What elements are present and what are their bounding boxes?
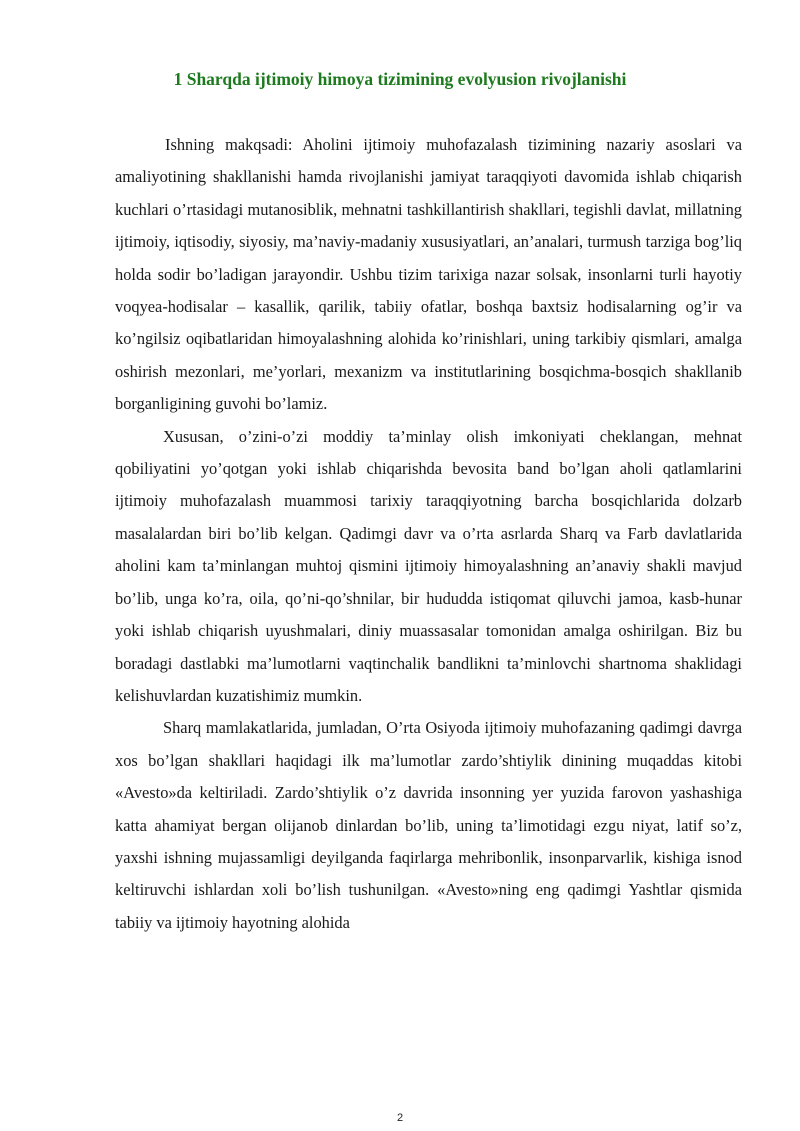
paragraph-2: Xususan, o’zini-o’zi moddiy ta’minlay olish imkoniyati cheklangan, mehnat qobiliyatini yo’qotgan yoki ishlab chiqarishda bevosita band bo’lgan aholi qatlamlarini ijtimoiy muhofazalash muammosi tarixiy taraqqiyotning barcha bosqichlarida dolzarb masalalardan biri bo’lib kelgan. Qadimgi davr va o’rta asrlarda Sharq va Farb davlatlarida aholini kam ta’minlangan muhtoj qismini ijtimoiy himoyalashning an’anaviy shakli mavjud bo’lib, unga ko’ra, oila, qo’ni-qo’shnilar, bir hududda istiqomat qiluvchi jamoa, kasb-hunar yoki ishlab chiqarish uyushmalari, diniy muassasalar tomonidan amalga oshirilgan. Biz bu boradagi dastlabki ma’lumotlarni vaqtinchalik bandlikni ta’minlovchi shartnoma shaklidagi kelishuvlardan kuzatishimiz mumkin. — [115, 426, 742, 705]
page-number: 2 — [396, 1112, 404, 1124]
document-body — [115, 129, 742, 939]
paragraph-1: Ishning makqsadi: Aholini ijtimoiy muhofazalash tizimining nazariy asoslari va amaliyotining shakllanishi hamda rivojlanishi jamiyat taraqqiyoti davomida ishlab chiqarish kuchlari o’rtasidagi mutanosiblik, mehnatni tashkillantirish shakllari, tegishli davlat, millatning ijtimoiy, iqtisodiy, siyosiy, ma’naviy-madaniy xususiyatlari, an’analari, turmush tarziga bog’liq holda sodir bo’ladigan jarayondir. Ushbu tizim tarixiga nazar solsak, insonlarni turli hayotiy voqyea-hodisalar – kasallik, qarilik, tabiiy ofatlar, boshqa baxtsiz hodisalarning og’ir va ko’ngilsiz oqibatlaridan himoyalashning alohida ko’rinishlari, uning tarkibiy qismlari, amalga oshirish mezonlari, me’yorlari, mexanizm va institutlarining bosqichma-bosqich shakllanib borganligining guvohi bo’lamiz. — [115, 135, 742, 414]
paragraph-3: Sharq mamlakatlarida, jumladan, O’rta Osiyoda ijtimoiy muhofazaning qadimgi davrga xos bo’lgan shakllari haqidagi ilk ma’lumotlar zardo’shtiylik dinining muqaddas kitobi «Avesto»da keltiriladi. Zardo’shtiylik o’z davrida insonning yer yuzida farovon yashashiga katta ahamiyat bergan olijanob dinlardan bo’lib, uning ta’limotidagi ezgu niyat, latif so’z, yaxshi ishning mujassamligi deyilganda faqirlarga mehribonlik, insonparvarlik, kishiga isnod keltiruvchi ishlardan xoli bo’lish tushunilgan. «Avesto»ning eng qadimgi Yashtlar qismida tabiiy va ijtimoiy hayotning alohida — [115, 718, 742, 932]
document-title: 1 Sharqda ijtimoiy himoya tizimining evolyusion rivojlanishi — [173, 69, 627, 89]
